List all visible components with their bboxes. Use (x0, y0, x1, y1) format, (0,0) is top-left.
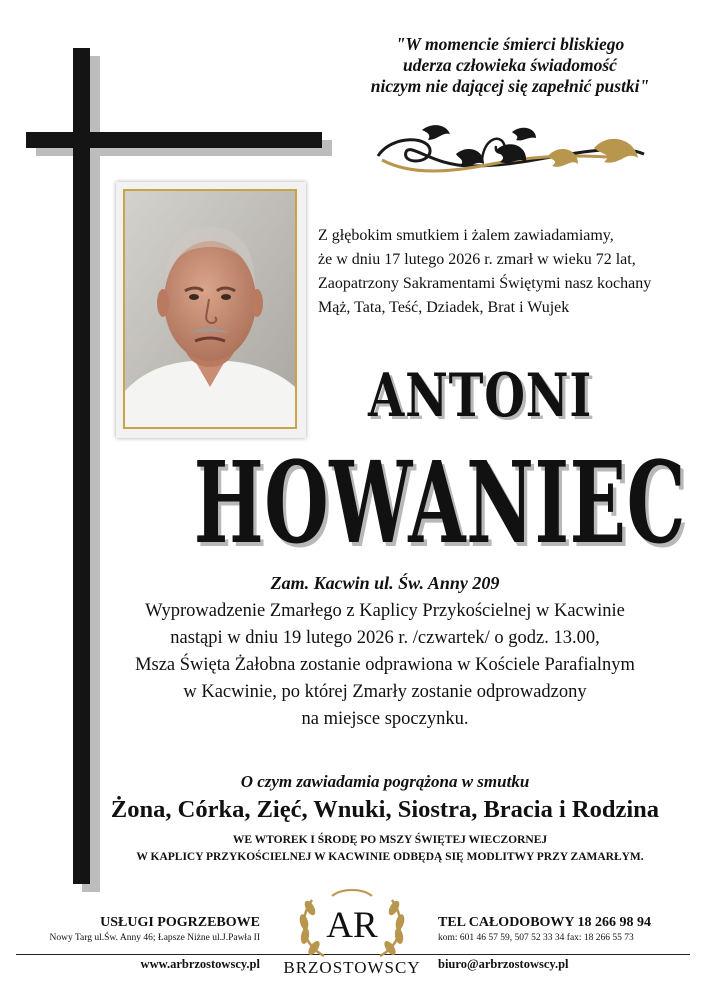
mourners-family: Żona, Córka, Zięć, Wnuki, Siostra, Bracia i Rodzina (110, 796, 660, 823)
funeral-services-title: USŁUGI POGRZEBOWE (100, 915, 260, 930)
email-link[interactable]: biuro@arbrzostowscy.pl (438, 957, 569, 971)
logo-name: BRZOSTOWSCY (283, 958, 421, 977)
funeral-line-4: w Kacwinie, po której Zmarły zostanie odprowadzony (183, 682, 587, 702)
intro-line-3: Zaopatrzony Sakramentami Świętymi nasz kochany (318, 275, 652, 292)
mourners-intro: O czym zawiadamia pogrążona w smutku (240, 772, 530, 791)
funeral-line-3: Msza Święta Żałobna zostanie odprawiona w Kościele Parafialnym (135, 655, 635, 675)
prayer-notice (90, 832, 690, 866)
portrait-frame (116, 182, 306, 438)
funeral-line-1: Wyprowadzenie Zmarłego z Kaplicy Przykościelnej w Kacwinie (145, 601, 625, 621)
gold-leaf-1 (548, 149, 578, 167)
intro-line-1: Z głębokim smutkiem i żalem zawiadamiamy, (318, 227, 614, 244)
black-leaf-2 (456, 149, 484, 166)
cross-vertical-beam (73, 48, 90, 884)
memorial-quote (320, 34, 700, 97)
logo-mark: AR (326, 905, 378, 946)
intro-line-2: że w dniu 17 lutego 2026 r. zmarł w wieku 72 lat, (318, 251, 636, 268)
prayer-line-1: WE WTOREK I ŚRODĘ PO MSZY ŚWIĘTEJ WIECZORNEJ (232, 834, 548, 846)
quote-line-2: uderza człowieka świadomość (403, 55, 617, 75)
gold-leaf-2 (594, 139, 638, 163)
announcement-intro (318, 224, 698, 320)
intro-line-4: Mąż, Tata, Teść, Dziadek, Brat i Wujek (318, 299, 570, 316)
cross-horizontal-beam (26, 132, 322, 148)
deceased-first-name: ANTONI (367, 361, 593, 431)
vine-stem-gold (382, 156, 622, 171)
portrait-illustration (125, 191, 295, 427)
quote-line-3: niczym nie dającej się zapełnić pustki" (370, 76, 650, 96)
deceased-address: Zam. Kacwin ul. Św. Anny 209 (270, 573, 500, 593)
black-leaf-1 (422, 125, 450, 140)
prayer-line-2: W KAPLICY PRZYKOŚCIELNEJ W KACWINIE ODBĘDĄ SIĘ MODLITWY PRZY ZAMARŁYM. (136, 851, 644, 863)
funeral-services-address: Nowy Targ ul.Św. Anny 46; Łapsze Niżne ul.J.Pawła II (49, 933, 260, 943)
mobile-fax-numbers: kom: 601 46 57 59, 507 52 33 34 fax: 18 266 55 73 (438, 933, 634, 943)
phone-24h: TEL CAŁODOBOWY 18 266 98 94 (438, 915, 652, 930)
funeral-line-2: nastąpi w dniu 19 lutego 2026 r. /czwartek/ o godz. 13.00, (170, 628, 600, 648)
vine-leaves-ornament (372, 120, 652, 195)
portrait-photo (123, 189, 297, 429)
quote-line-1: "W momencie śmierci bliskiego (395, 34, 625, 54)
funeral-details (90, 598, 680, 733)
black-leaf-4 (512, 128, 536, 141)
funeral-line-5: na miejsce spoczynku. (301, 709, 469, 729)
company-logo (272, 884, 432, 992)
deceased-last-name: HOWANIEC (193, 438, 687, 569)
website-link[interactable]: www.arbrzostowscy.pl (140, 957, 260, 971)
